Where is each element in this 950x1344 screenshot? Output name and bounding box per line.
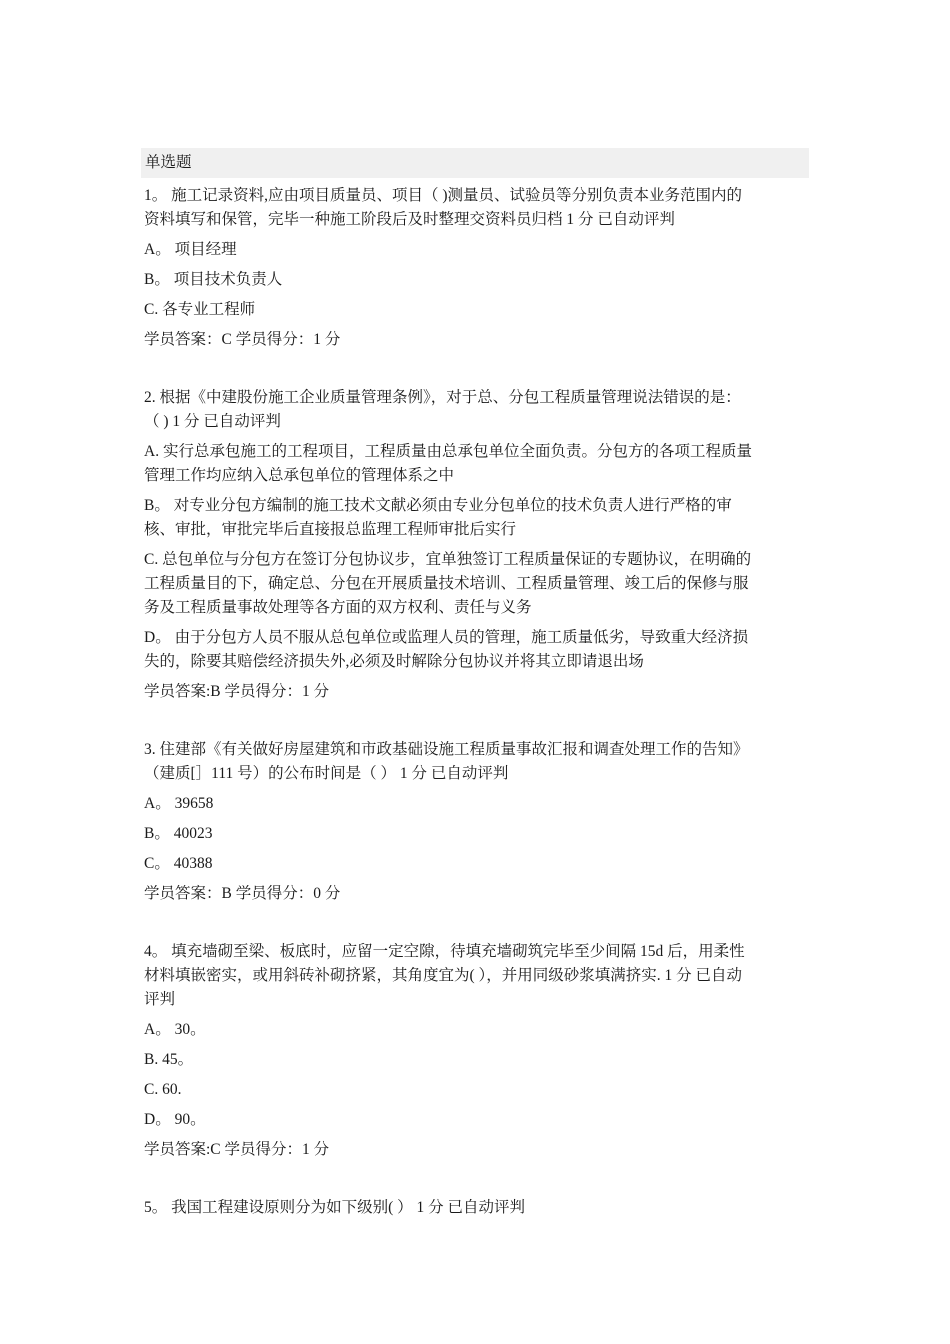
- stem-line: 5。 我国工程建设原则分为如下级别( ） 1 分 已自动评判: [144, 1199, 526, 1216]
- option-line: D。 由于分包方人员不服从总包单位或监理人员的管理，施工质量低劣，导致重大经济损: [144, 629, 749, 646]
- option-line: 管理工作均应纳入总承包单位的管理体系之中: [144, 467, 455, 484]
- question-stem: [141, 940, 809, 1012]
- answer-option: [141, 852, 809, 876]
- stem-line: 3. 住建部《有关做好房屋建筑和市政基础设施工程质量事故汇报和调查处理工作的告知》: [144, 741, 749, 758]
- answer-option: [141, 268, 809, 292]
- exam-content: [141, 148, 809, 1226]
- question-spacer: [141, 1168, 809, 1196]
- answer-option: [141, 238, 809, 262]
- question-stem: [141, 738, 809, 786]
- option-line: C. 总包单位与分包方在签订分包协议步，宜单独签订工程质量保证的专题协议，在明确的: [144, 551, 752, 568]
- answer-option: [141, 1018, 809, 1042]
- question-4: [141, 940, 809, 1162]
- question-1: [141, 184, 809, 352]
- option-line: B。 项目技术负责人: [144, 271, 283, 288]
- student-answer-score: 学员答案：B 学员得分：0 分: [144, 885, 341, 902]
- option-line: 失的，除要其赔偿经济损失外,必须及时解除分包协议并将其立即请退出场: [144, 653, 644, 670]
- question-spacer: [141, 912, 809, 940]
- stem-line: （建质[］111 号）的公布时间是（ ） 1 分 已自动评判: [144, 765, 509, 782]
- option-line: A。 39658: [144, 795, 214, 812]
- option-line: B。 对专业分包方编制的施工技术文献必须由专业分包单位的技术负责人进行严格的审: [144, 497, 732, 514]
- option-line: B。 40023: [144, 825, 213, 842]
- answer-option: [141, 440, 809, 488]
- answer-option: [141, 792, 809, 816]
- option-line: 核、审批，审批完毕后直接报总监理工程师审批后实行: [144, 521, 517, 538]
- question-stem: [141, 184, 809, 232]
- answer-option: [141, 626, 809, 674]
- student-answer-score: 学员答案:C 学员得分：1 分: [144, 1141, 330, 1158]
- student-answer-score: 学员答案:B 学员得分：1 分: [144, 683, 330, 700]
- option-line: 务及工程质量事故处理等各方面的双方权利、责任与义务: [144, 599, 532, 616]
- stem-line: 资料填写和保管，完毕一种施工阶段后及时整理交资料员归档 1 分 已自动评判: [144, 211, 675, 228]
- question-stem: [141, 386, 809, 434]
- question-spacer: [141, 358, 809, 386]
- option-line: D。 90。: [144, 1111, 206, 1128]
- stem-line: 4。 填充墙砌至梁、板底时，应留一定空隙，待填充墙砌筑完毕至少间隔 15d 后，用柔性: [144, 943, 745, 960]
- option-line: 工程质量目的下，确定总、分包在开展质量技术培训、工程质量管理、竣工后的保修与服: [144, 575, 749, 592]
- stem-line: 2. 根据《中建股份施工企业质量管理条例》，对于总、分包工程质量管理说法错误的是：: [144, 389, 741, 406]
- option-line: C. 各专业工程师: [144, 301, 256, 318]
- stem-line: 材料填嵌密实，或用斜砖补砌挤紧，其角度宜为( ），并用同级砂浆填满挤实. 1 分 已自动: [144, 967, 743, 984]
- question-spacer: [141, 710, 809, 738]
- answer-option: [141, 1048, 809, 1072]
- answer-option: [141, 298, 809, 322]
- question-2: [141, 386, 809, 704]
- stem-line: （ ) 1 分 已自动评判: [144, 413, 281, 430]
- question-stem: [141, 1196, 809, 1220]
- answer-option: [141, 822, 809, 846]
- answer-option: [141, 1078, 809, 1102]
- option-line: C. 60.: [144, 1081, 182, 1098]
- stem-line: 1。 施工记录资料,应由项目质量员、项目（ )测量员、试验员等分别负责本业务范围内的: [144, 187, 743, 204]
- stem-line: 评判: [144, 991, 176, 1008]
- option-line: A。 项目经理: [144, 241, 237, 258]
- question-list: [141, 184, 809, 1220]
- option-line: B. 45。: [144, 1051, 194, 1068]
- answer-option: [141, 548, 809, 620]
- answer-option: [141, 1108, 809, 1132]
- option-line: A。 30。: [144, 1021, 206, 1038]
- option-line: A. 实行总承包施工的工程项目，工程质量由总承包单位全面负责。分包方的各项工程质量: [144, 443, 752, 460]
- answer-option: [141, 494, 809, 542]
- question-5: [141, 1196, 809, 1220]
- section-title: 单选题: [141, 148, 809, 178]
- student-answer-score: 学员答案：C 学员得分：1 分: [144, 331, 341, 348]
- option-line: C。 40388: [144, 855, 213, 872]
- question-3: [141, 738, 809, 906]
